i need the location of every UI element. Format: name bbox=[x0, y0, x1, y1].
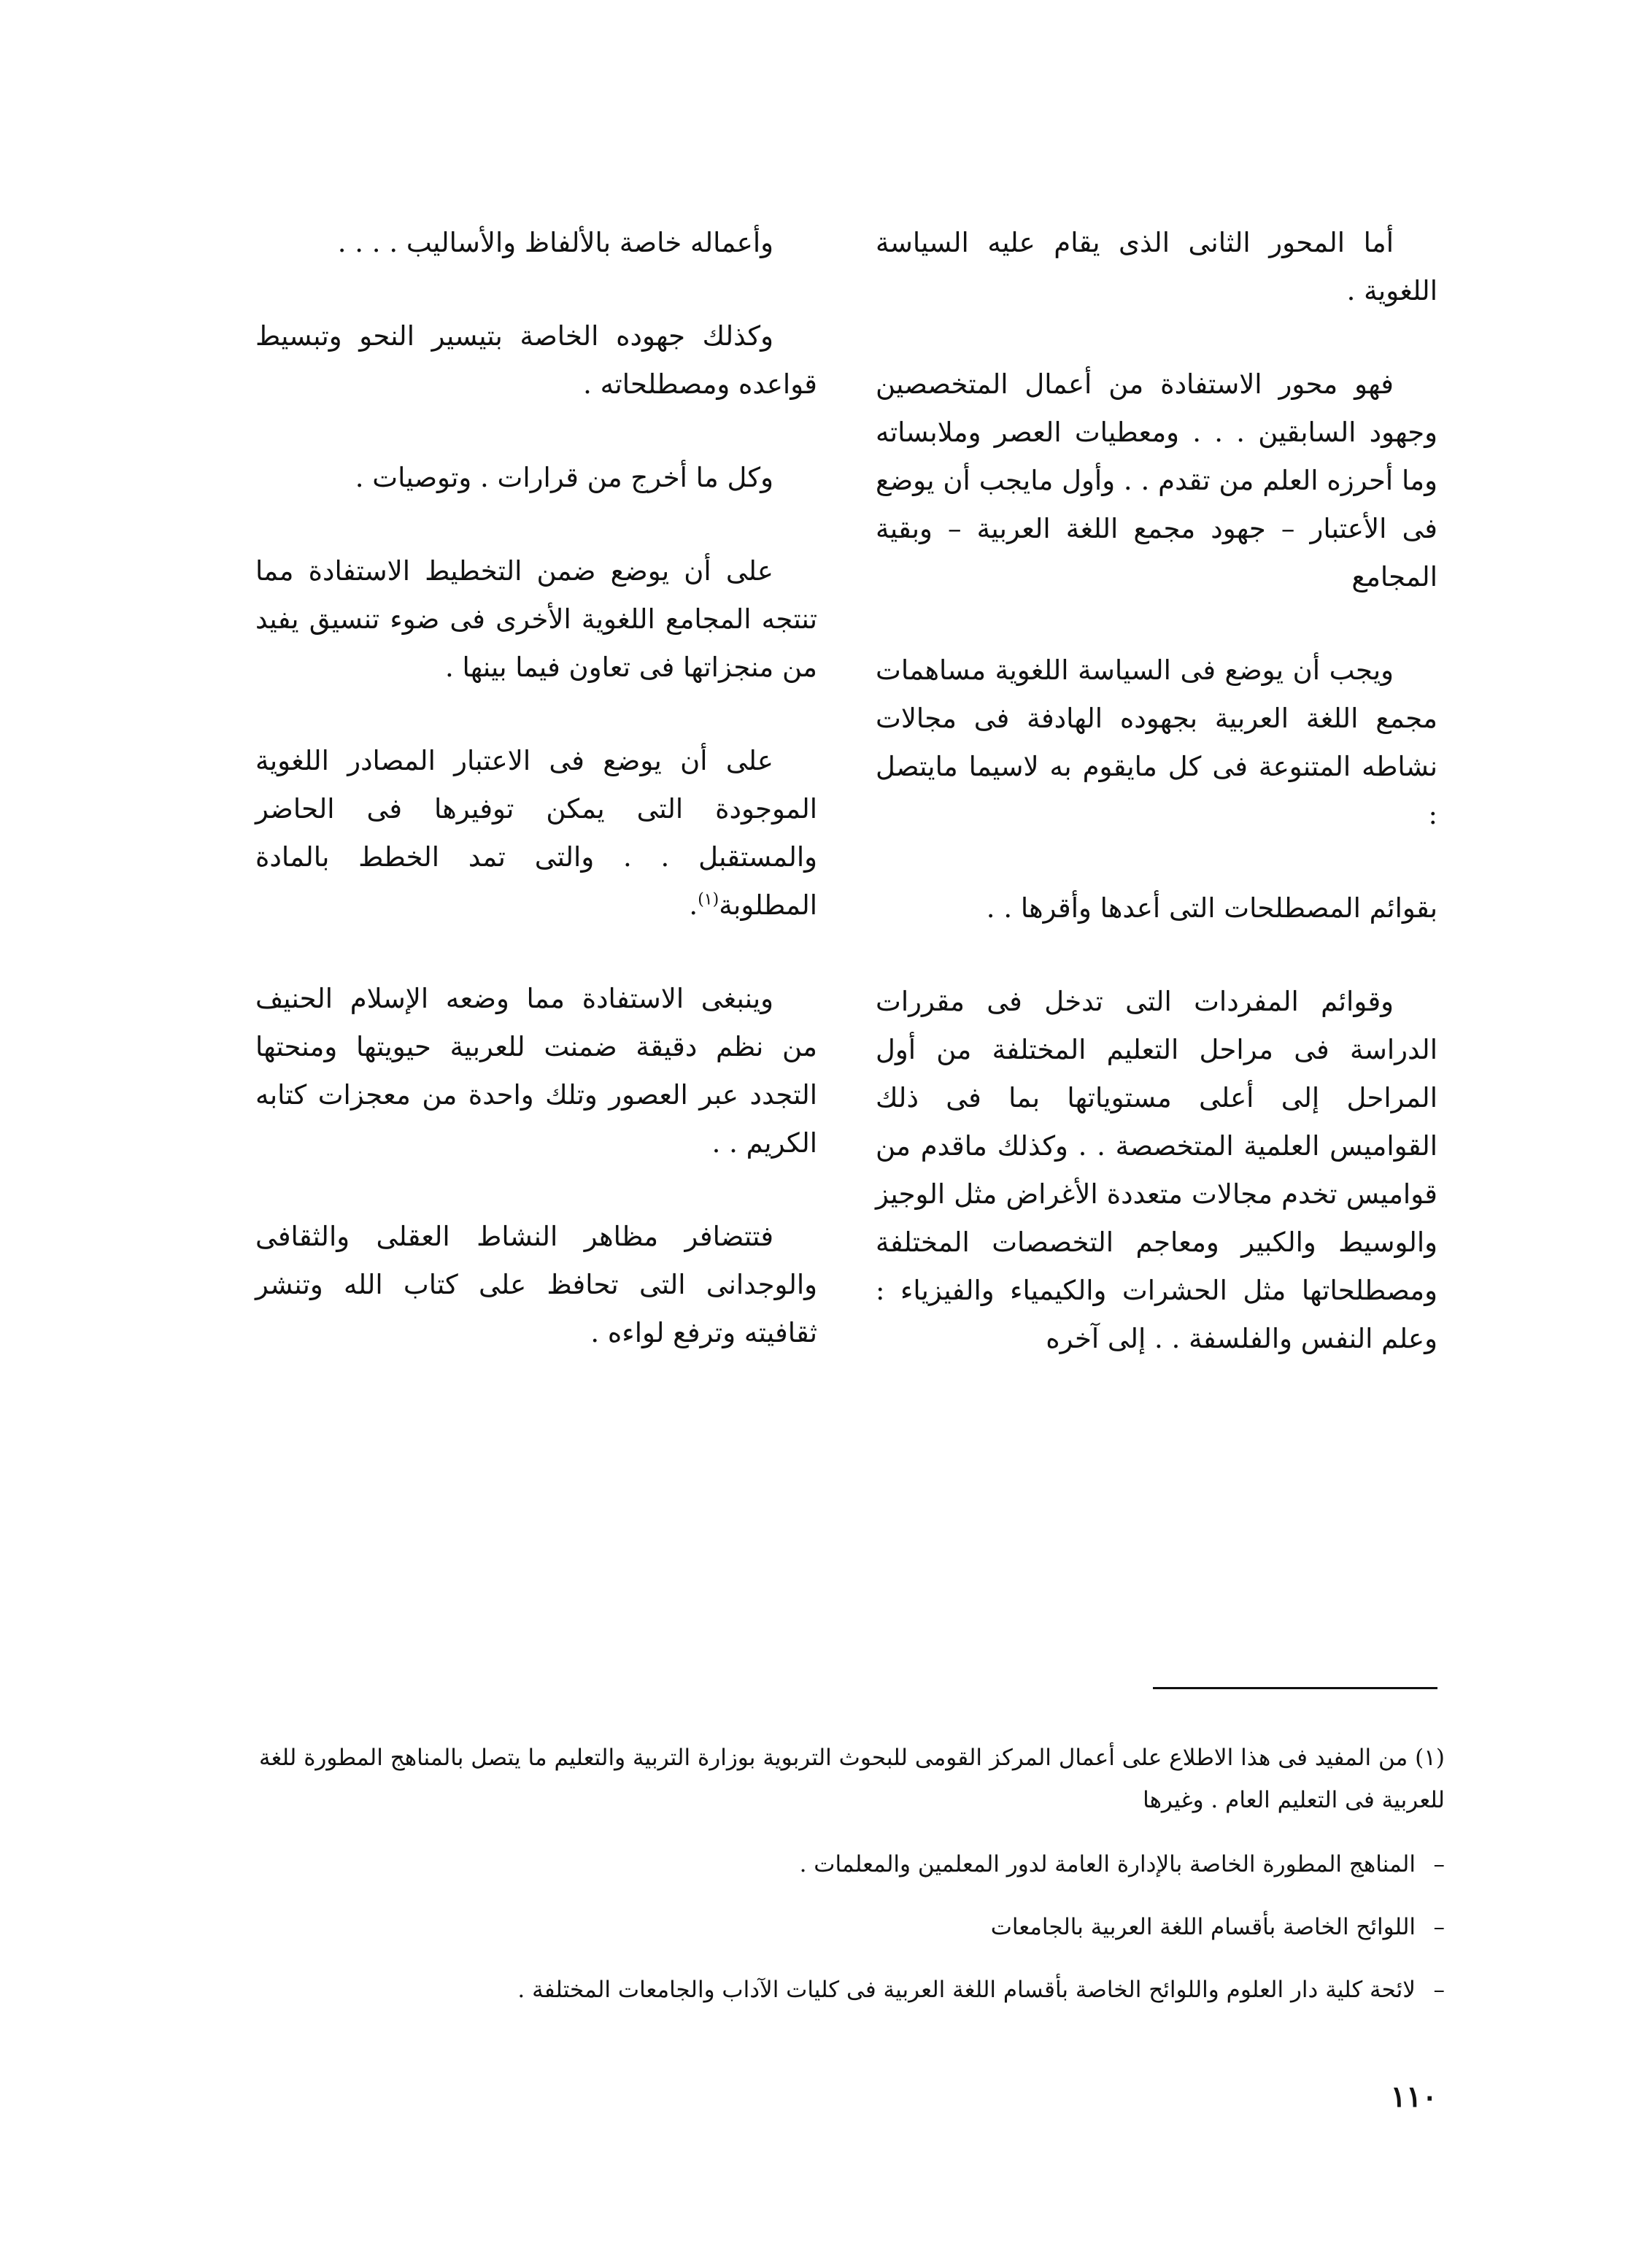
left-paragraph-1: وأعماله خاصة بالألفاظ والأساليب . . . . bbox=[337, 227, 773, 258]
footnote-marker: (١) bbox=[698, 890, 719, 909]
footnote-dash: – bbox=[1433, 1851, 1445, 1877]
right-paragraph-1: أما المحور الثانى الذى يقام عليه السياسة اللغوية . bbox=[876, 227, 1437, 306]
left-paragraph-5 bbox=[255, 737, 817, 930]
left-column bbox=[255, 219, 817, 1402]
footnote-main: (١) من المفيد فى هذا الاطلاع على أعمال المركز القومى للبحوث التربوية بوزارة التربية والتعليم ما يتصل بالمناهج المطورة للغة للعربية فى التعليم العام . وغيرها bbox=[259, 1745, 1445, 1813]
left-paragraph-3: وكل ما أخرج من قرارات . وتوصيات . bbox=[355, 462, 773, 493]
footnote-item-text: اللوائح الخاصة بأقسام اللغة العربية بالجامعات bbox=[990, 1914, 1416, 1940]
page-number: ١١٠ bbox=[1390, 2080, 1437, 2114]
left-paragraph-6: وينبغى الاستفادة مما وضعه الإسلام الحنيف من نظم دقيقة ضمنت للعربية حيويتها ومنحتها التجدد عبر العصور وتلك واحدة من معجزات كتابه الكريم . . bbox=[255, 983, 817, 1159]
left-paragraph-4: على أن يوضع ضمن التخطيط الاستفادة مما تنتجه المجامع اللغوية الأخرى فى ضوء تنسيق يفيد من منجزاتها فى تعاون فيما بينها . bbox=[255, 555, 817, 683]
footnote-item-text: لائحة كلية دار العلوم واللوائح الخاصة بأقسام اللغة العربية فى كليات الآداب والجامعات المختلفة . bbox=[517, 1977, 1416, 2003]
left-paragraph-7: فتتضافر مظاهر النشاط العقلى والثقافى والوجدانى التى تحافظ على كتاب الله وتنشر ثقافيته وترفع لواءه . bbox=[255, 1221, 817, 1348]
footnote-divider bbox=[1153, 1687, 1437, 1689]
footnote-dash: – bbox=[1433, 1914, 1445, 1940]
right-paragraph-4: بقوائم المصطلحات التى أعدها وأقرها . . bbox=[986, 892, 1437, 924]
footnote-item bbox=[259, 1843, 1445, 1885]
left-paragraph-2: وكذلك جهوده الخاصة بتيسير النحو وتبسيط قواعده ومصطلحاته . bbox=[255, 320, 817, 400]
footnotes bbox=[259, 1737, 1445, 2031]
left-paragraph-5-text: على أن يوضع فى الاعتبار المصادر اللغوية الموجودة التى يمكن توفيرها فى الحاضر والمستقبل . . والتى تمد الخطط بالمادة المطلوبة bbox=[255, 745, 817, 921]
left-paragraph-5-end: . bbox=[689, 889, 698, 921]
right-paragraph-3: ويجب أن يوضع فى السياسة اللغوية مساهمات مجمع اللغة العربية بجهوده الهادفة فى مجالات نشاطه المتنوعة فى كل مايقوم به لاسيما مايتصل : bbox=[876, 655, 1437, 830]
footnote-item bbox=[259, 1906, 1445, 1948]
footnote-dash: – bbox=[1433, 1977, 1445, 2003]
right-paragraph-2: فهو محور الاستفادة من أعمال المتخصصين وجهود السابقين . . . ومعطيات العصر وملابساته وما أحرزه العلم من تقدم . . وأول مايجب أن يوضع فى الأعتبار – جهود مجمع اللغة العربية – وبقية المجامع bbox=[876, 368, 1437, 592]
footnote-item-text: المناهج المطورة الخاصة بالإدارة العامة لدور المعلمين والمعلمات . bbox=[799, 1851, 1416, 1877]
right-paragraph-5: وقوائم المفردات التى تدخل فى مقررات الدراسة فى مراحل التعليم المختلفة من أول المراحل إلى أعلى مستوياتها بما فى ذلك القواميس العلمية المتخصصة . . وكذلك ماقدم من قواميس تخدم مجالات متعددة الأغراض مثل الوجيز والوسيط والكبير ومعاجم التخصصات المختلفة ومصطلحاتها مثل الحشرات والكيمياء والفيزياء : وعلم النفس والفلسفة . . إلى آخره bbox=[876, 986, 1437, 1354]
footnote-item bbox=[259, 1969, 1445, 2011]
right-column bbox=[876, 219, 1437, 1408]
